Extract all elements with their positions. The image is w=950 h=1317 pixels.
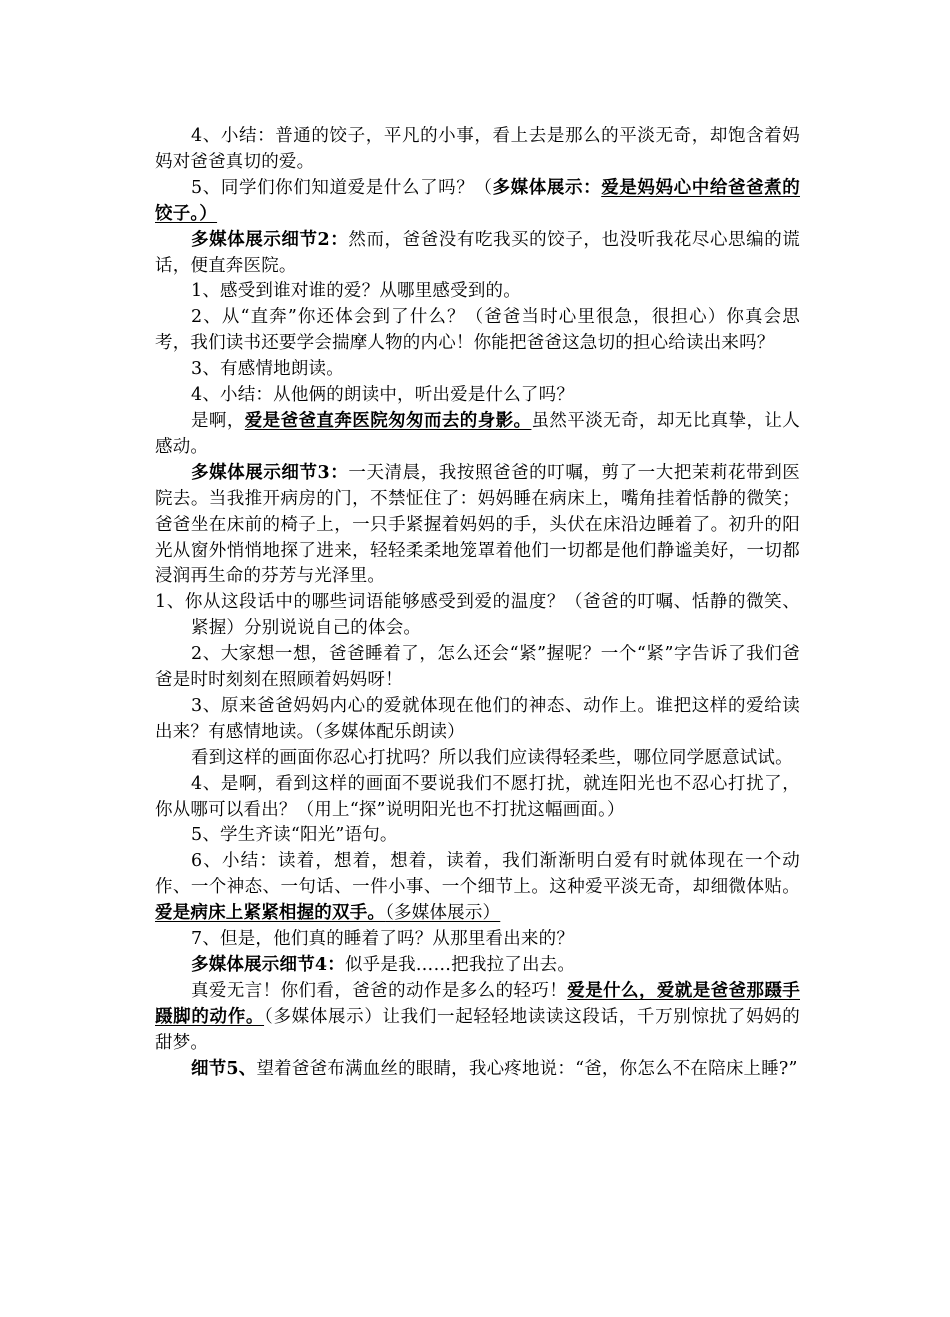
paragraph-text: 4、小结：普通的饺子，平凡的小事，看上去是那么的平淡无奇，却饱含着妈妈对爸爸真切的爱。	[155, 126, 800, 172]
paragraph	[155, 927, 800, 953]
emphasis-text: 爱是病床上紧紧相握的双手。	[155, 903, 386, 924]
document-body	[155, 124, 800, 1083]
paragraph-text: 真爱无言！你们看，爸爸的动作是多么的轻巧！	[191, 980, 568, 1001]
paragraph-text: 3、原来爸爸妈妈内心的爱就体现在他们的神态、动作上。谁把这样的爱给读出来？有感情地读。（多媒体配乐朗读）	[155, 695, 800, 742]
paragraph-text: 5、同学们你们知道爱是什么了吗？（	[191, 177, 493, 198]
paragraph	[155, 694, 800, 746]
paragraph-text: 6、小结：读着，想着，想着，读着，我们渐渐明白爱有时就体现在一个动作、一个神态、一句话、一件小事、一个细节上。这种爱平淡无奇，却细微体贴。	[155, 851, 800, 898]
paragraph	[155, 953, 800, 979]
paragraph	[155, 383, 800, 409]
emphasis-text: 多媒体展示细节4：	[191, 955, 345, 975]
emphasis-text: 爱是妈妈心中给爸爸煮的饺子。）	[155, 177, 800, 224]
paragraph-text: 一天清晨，我按照爸爸的叮嘱，剪了一大把茉莉花带到医院去。当我推开病房的门，不禁怔住了：妈妈睡在病床上，嘴角挂着恬静的微笑；爸爸坐在床前的椅子上，一只手紧握着妈妈的手，头伏在床沿边睡着了。初升的阳光从窗外悄悄地探了进来，轻轻柔柔地笼罩着他们一切都是他们静谧美好，一切都浸润再生命的芬芳与光泽里。	[155, 462, 800, 587]
emphasis-text: 多媒体展示细节2：	[191, 229, 349, 250]
paragraph-text: 似乎是我……把我拉了出去。	[344, 955, 576, 975]
paragraph	[155, 124, 800, 176]
paragraph-text: 2、大家想一想，爸爸睡着了，怎么还会“紧”握呢？一个“紧”字告诉了我们爸爸是时时刻刻在照顾着妈妈呀！	[155, 644, 800, 691]
paragraph-text: 1、感受到谁对谁的爱？从哪里感受到的。	[191, 281, 521, 302]
emphasis-text: 爱是爸爸直奔医院匆匆而去的身影。	[244, 410, 532, 431]
paragraph-text: 看到这样的画面你忍心打扰吗？所以我们应读得轻柔些，哪位同学愿意试试。	[191, 747, 793, 768]
paragraph-text: 1、你从这段话中的哪些词语能够感受到爱的温度？（爸爸的叮嘱、恬静的微笑、紧握）分别说说自己的体会。	[155, 592, 800, 639]
paragraph-text: 5、学生齐读“阳光”语句。	[191, 825, 398, 846]
paragraph-text: 虽然平淡无奇，却无比真挚，让人感动。	[155, 410, 801, 457]
paragraph	[155, 1057, 800, 1083]
paragraph	[155, 228, 800, 280]
emphasis-text: 爱是什么，爱就是爸爸那蹑手蹑脚的动作。	[155, 980, 800, 1027]
paragraph	[155, 409, 800, 461]
paragraph	[155, 746, 800, 772]
emphasis-text: （多媒体展示）	[385, 903, 501, 924]
paragraph-text: 7、但是，他们真的睡着了吗？从那里看出来的？	[191, 929, 575, 950]
paragraph	[155, 357, 800, 383]
emphasis-text: 细节5、	[191, 1058, 257, 1079]
paragraph	[155, 849, 800, 927]
paragraph	[155, 772, 800, 824]
paragraph-text: 3、有感情地朗读。	[191, 359, 344, 380]
paragraph-text: 4、是啊，看到这样的画面不要说我们不愿打扰，就连阳光也不忍心打扰了，你从哪可以看出？（用上“探”说明阳光也不打扰这幅画面。）	[155, 773, 800, 820]
paragraph	[155, 979, 800, 1057]
emphasis-text: 多媒体展示细节3：	[191, 462, 349, 483]
paragraph	[155, 305, 800, 357]
paragraph-text: 是啊，	[191, 410, 245, 431]
paragraph-text: 望着爸爸布满血丝的眼睛，我心疼地说：“爸，你怎么不在陪床上睡?”	[256, 1058, 798, 1079]
paragraph-text: 4、小结：从他俩的朗读中，听出爱是什么了吗？	[191, 385, 575, 406]
paragraph-text: 2、从“直奔”你还体会到了什么？（爸爸当时心里很急，很担心）你真会思考，我们读书还要学会揣摩人物的内心！你能把爸爸这急切的担心给读出来吗？	[155, 307, 800, 354]
paragraph-text: 然而，爸爸没有吃我买的饺子，也没听我花尽心思编的谎话，便直奔医院。	[155, 229, 800, 276]
emphasis-text: 多媒体展示：	[492, 177, 602, 198]
paragraph	[155, 279, 800, 305]
paragraph	[155, 461, 800, 591]
paragraph	[155, 823, 800, 849]
paragraph	[155, 590, 800, 642]
paragraph	[155, 642, 800, 694]
paragraph	[155, 176, 800, 228]
paragraph-text: （多媒体展示）让我们一起轻轻地读读这段话，千万别惊扰了妈妈的甜梦。	[155, 1006, 801, 1053]
